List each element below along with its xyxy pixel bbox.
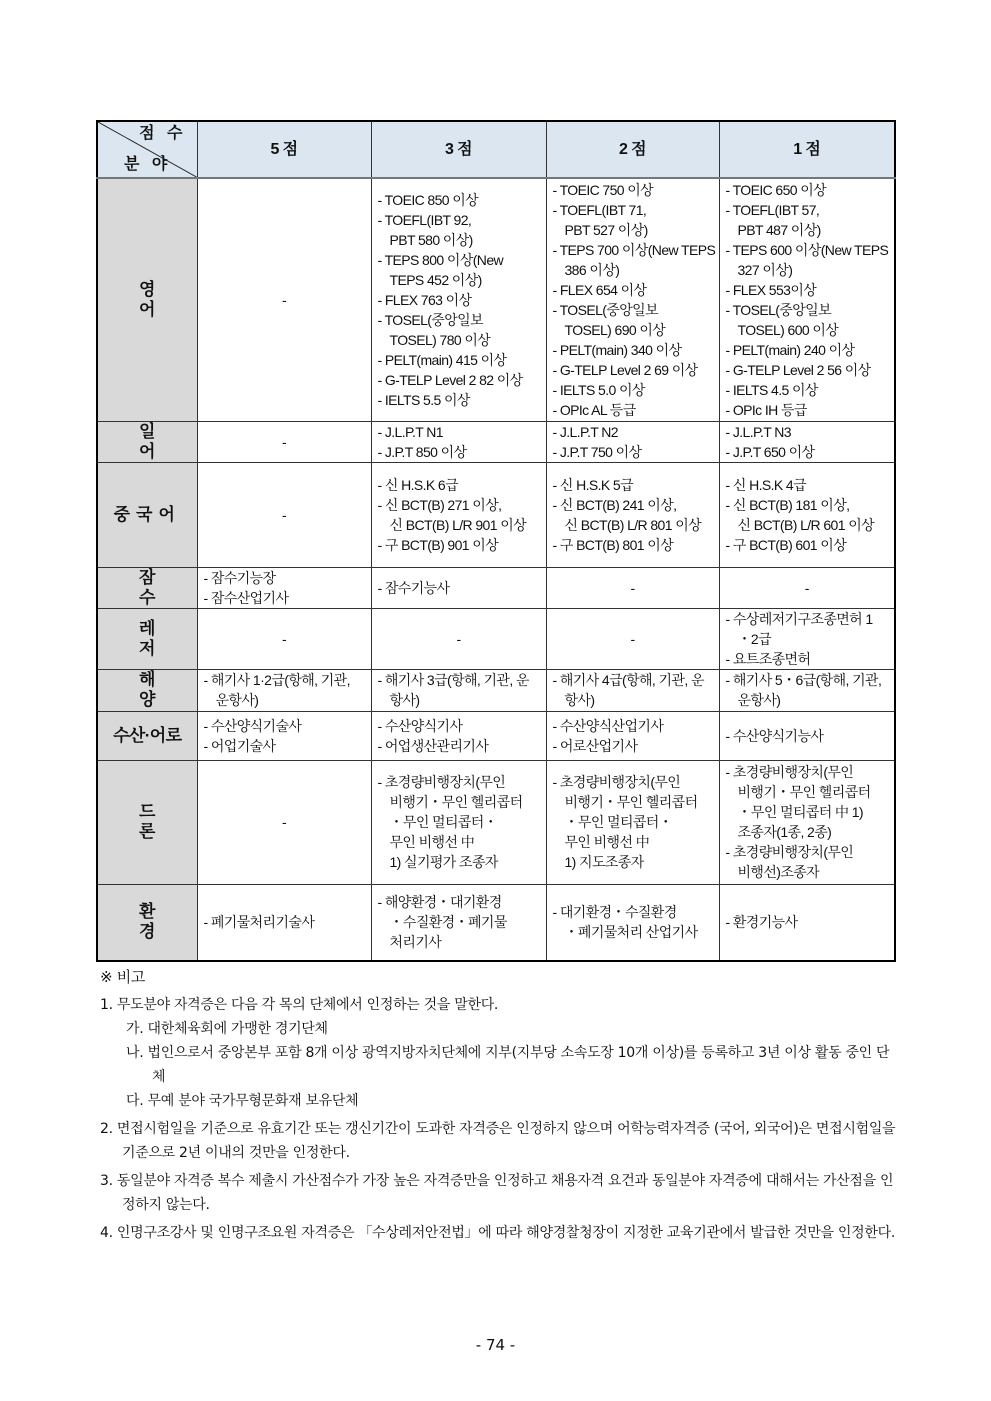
cell-line: 항사)	[564, 692, 595, 708]
cell-line: 항사)	[389, 692, 420, 708]
row-label: 수산·어로	[113, 725, 182, 745]
cell-line: - 신 H.S.K 6급	[377, 476, 459, 493]
cell-line: - 신 BCT(B) 181 이상,	[725, 496, 850, 513]
score-cell	[719, 421, 895, 462]
cell-line: - G-TELP Level 2 82 이상	[377, 371, 523, 388]
cell-line: - 구 BCT(B) 901 이상	[377, 536, 499, 553]
cell-line: - 신 BCT(B) 271 이상,	[377, 496, 502, 513]
score-cell	[197, 711, 371, 760]
row-label: 드 론	[139, 802, 190, 841]
cell-line: - 수상레저기구조종면허 1	[725, 610, 873, 627]
cell-line: - J.P.T 750 이상	[552, 443, 642, 460]
cell-line: ・무인 멀티콥터・	[389, 814, 498, 830]
score-cell	[371, 567, 546, 608]
table-row	[97, 421, 895, 462]
score-cell	[719, 760, 895, 884]
cell-line: 조종자(1종, 2종)	[737, 824, 832, 840]
cell-line: ・무인 멀티콥터 中 1)	[737, 804, 863, 820]
cell-line: - 잠수기능사	[377, 579, 450, 596]
remark-subitem: 다. 무예 분야 국가무형문화재 보유단체	[126, 1093, 359, 1109]
score-cell	[719, 178, 895, 421]
cell-line: - PELT(main) 340 이상	[552, 341, 682, 358]
cell-line: - 초경량비행장치(무인	[725, 764, 854, 780]
score-cell	[371, 884, 546, 961]
cell-line: 운항사)	[737, 692, 781, 708]
cell-line: - TEPS 800 이상(New	[377, 251, 504, 268]
row-label-cell	[97, 711, 197, 760]
cell-line: - TEPS 700 이상(New TEPS	[552, 241, 716, 258]
cell-line: - 해양환경・대기환경	[377, 894, 502, 911]
cell-line: - 초경량비행장치(무인	[725, 844, 854, 860]
cell-line: - IELTS 4.5 이상	[725, 381, 818, 398]
cell-line: -	[630, 579, 635, 596]
row-label-cell	[97, 178, 197, 421]
cell-line: TOSEL) 690 이상	[564, 321, 666, 338]
cell-line: - 환경기능사	[725, 914, 798, 931]
cell-line: - 어로산업기사	[552, 737, 638, 754]
cell-line: - PELT(main) 240 이상	[725, 341, 855, 358]
row-label: 환 경	[139, 902, 190, 942]
row-label: 영 어	[139, 279, 190, 319]
score-cell	[719, 884, 895, 961]
table-row	[97, 760, 895, 884]
table-row	[97, 884, 895, 961]
score-cell	[371, 462, 546, 567]
cell-line: - PELT(main) 415 이상	[377, 351, 507, 368]
score-cell	[197, 462, 371, 567]
score-cell	[371, 178, 546, 421]
score-cell	[197, 669, 371, 711]
cell-line: - 수산양식기능사	[725, 727, 824, 744]
cell-line: - G-TELP Level 2 56 이상	[725, 361, 871, 378]
table-row	[97, 567, 895, 608]
page-number: - 74 -	[475, 1336, 516, 1354]
cell-line: - 구 BCT(B) 801 이상	[552, 536, 674, 553]
cell-line: - 해기사 5・6급(항해, 기관,	[725, 672, 882, 688]
cell-line: - 초경량비행장치(무인	[377, 774, 506, 790]
score-cell	[371, 608, 546, 669]
score-cell	[546, 567, 719, 608]
remark-item: 2. 면접시험일을 기준으로 유효기간 또는 갱신기간이 도과한 자격증은 인정하지 않으며 어학능력자격증 (국어, 외국어)은 면접시험일을 기준으로 2년 이내의 것만을 인정한다.	[100, 1121, 896, 1161]
row-label: 해 양	[139, 670, 190, 709]
cell-line: 비행기・무인 헬리콥터	[737, 784, 871, 800]
cell-line: - IELTS 5.5 이상	[377, 391, 470, 408]
cell-line: - 신 H.S.K 5급	[552, 476, 634, 493]
cell-line: -	[804, 579, 809, 596]
cell-line: - TOEFL(IBT 71,	[552, 201, 647, 218]
cell-line: -	[281, 291, 287, 308]
table-header-row	[97, 121, 895, 178]
row-label-cell	[97, 421, 197, 462]
remark-item: 3. 동일분야 자격증 복수 제출시 가산점수가 가장 높은 자격증만을 인정하고 채용자격 요건과 동일분야 자격증에 대해서는 가산점을 인정하지 않는다.	[100, 1173, 894, 1213]
table-row	[97, 711, 895, 760]
table-row	[97, 608, 895, 669]
table-row	[97, 178, 895, 421]
cell-line: - 신 H.S.K 4급	[725, 476, 807, 493]
cell-line: - 요트조종면허	[725, 650, 811, 667]
cell-line: -	[281, 814, 287, 830]
cell-line: 신 BCT(B) L/R 801 이상	[564, 516, 702, 533]
score-cell	[546, 711, 719, 760]
remark-item: 4. 인명구조강사 및 인명구조요원 자격증은 「수상레저안전법」에 따라 해양경찰청장이 지정한 교육기관에서 발급한 것만을 인정한다.	[100, 1225, 895, 1241]
cell-line: - 신 BCT(B) 241 이상,	[552, 496, 677, 513]
corner-score-label: 점 수	[139, 125, 187, 142]
cell-line: - J.L.P.T N1	[377, 423, 443, 440]
remarks-title: ※ 비고	[100, 968, 146, 986]
cell-line: - J.P.T 650 이상	[725, 443, 815, 460]
cell-line: 무인 비행선 中	[564, 834, 650, 850]
cell-line: ・무인 멀티콥터・	[564, 814, 673, 830]
row-label: 중국어	[113, 504, 181, 524]
score-cell	[546, 669, 719, 711]
cell-line: ・2급	[737, 630, 772, 647]
score-cell	[719, 567, 895, 608]
cell-line: - 초경량비행장치(무인	[552, 774, 681, 790]
cell-line: - J.L.P.T N2	[552, 423, 618, 440]
cell-line: - FLEX 553이상	[725, 281, 817, 298]
score-cell	[371, 421, 546, 462]
cell-line: -	[281, 433, 287, 450]
cell-line: 신 BCT(B) L/R 901 이상	[389, 516, 527, 533]
remark-subitem: 나. 법인으로서 중앙본부 포함 8개 이상 광역지방자치단체에 지부(지부당 소속도장 10개 이상)를 등록하고 3년 이상 활동 중인 단체	[126, 1045, 890, 1085]
table-row	[97, 462, 895, 567]
score-cell	[546, 421, 719, 462]
cell-line: TEPS 452 이상)	[389, 271, 482, 288]
column-header-5: 5 점	[197, 121, 371, 178]
cell-line: -	[630, 630, 635, 647]
row-label-cell	[97, 884, 197, 961]
cell-line: ・수질환경・폐기물	[389, 914, 507, 931]
score-cell	[371, 760, 546, 884]
cell-line: - TOSEL(중앙일보	[377, 311, 484, 328]
cell-line: 1) 실기평가 조종자	[389, 854, 498, 870]
cell-line: - 수산양식기사	[377, 717, 463, 734]
score-cell	[371, 669, 546, 711]
cell-line: 1) 지도조종자	[564, 854, 644, 870]
row-label-cell	[97, 567, 197, 608]
cell-line: - FLEX 654 이상	[552, 281, 647, 298]
cell-line: - 수산양식산업기사	[552, 717, 664, 734]
cell-line: - TOEFL(IBT 57,	[725, 201, 820, 218]
cell-line: PBT 580 이상)	[389, 231, 473, 248]
column-header-2: 2 점	[546, 121, 719, 178]
cell-line: -	[456, 630, 461, 647]
cell-line: - 해기사 1·2급(항해, 기관,	[203, 672, 350, 688]
cell-line: - 잠수산업기사	[203, 589, 289, 606]
cell-line: - IELTS 5.0 이상	[552, 381, 645, 398]
score-cell	[719, 711, 895, 760]
cell-line: - 해기사 4급(항해, 기관, 운	[552, 672, 704, 688]
cell-line: - TOEIC 750 이상	[552, 181, 654, 198]
corner-field-label: 분 야	[124, 156, 172, 173]
column-header-1: 1 점	[719, 121, 895, 178]
cell-line: - OPIc IH 등급	[725, 401, 807, 418]
remark-subitem: 가. 대한체육회에 가맹한 경기단체	[126, 1021, 328, 1037]
cell-line: 무인 비행선 中	[389, 834, 475, 850]
row-label-cell	[97, 669, 197, 711]
cell-line: 신 BCT(B) L/R 601 이상	[737, 516, 875, 533]
cell-line: PBT 527 이상)	[564, 221, 648, 238]
cell-line: - TOEIC 650 이상	[725, 181, 827, 198]
cell-line: - J.L.P.T N3	[725, 423, 791, 440]
row-label-cell	[97, 760, 197, 884]
cell-line: - 폐기물처리기술사	[203, 914, 315, 931]
cell-line: - TOSEL(중앙일보	[725, 301, 832, 318]
row-label-cell	[97, 608, 197, 669]
certificate-points-table	[96, 120, 896, 962]
score-cell	[546, 178, 719, 421]
cell-line: - 어업기술사	[203, 737, 276, 754]
score-cell	[546, 760, 719, 884]
cell-line: - TOEIC 850 이상	[377, 191, 479, 208]
corner-header-cell	[97, 121, 197, 178]
score-cell	[546, 462, 719, 567]
score-cell	[371, 711, 546, 760]
cell-line: -	[281, 506, 287, 523]
cell-line: - 대기환경・수질환경	[552, 904, 677, 921]
remarks-list	[100, 993, 900, 1245]
cell-line: - 잠수기능장	[203, 569, 276, 586]
remark-item: 1. 무도분야 자격증은 다음 각 목의 단체에서 인정하는 것을 말한다.	[100, 997, 499, 1013]
score-cell	[719, 462, 895, 567]
row-label: 레 저	[139, 618, 190, 658]
cell-line: -	[281, 630, 287, 647]
cell-line: - J.P.T 850 이상	[377, 443, 467, 460]
cell-line: - TOSEL(중앙일보	[552, 301, 659, 318]
cell-line: TOSEL) 600 이상	[737, 321, 839, 338]
cell-line: - 해기사 3급(항해, 기관, 운	[377, 672, 529, 688]
score-cell	[719, 608, 895, 669]
cell-line: PBT 487 이상)	[737, 221, 821, 238]
cell-line: - G-TELP Level 2 69 이상	[552, 361, 698, 378]
cell-line: - 구 BCT(B) 601 이상	[725, 536, 847, 553]
cell-line: 327 이상)	[737, 261, 793, 278]
table-row	[97, 669, 895, 711]
cell-line: ・폐기물처리 산업기사	[564, 924, 698, 941]
cell-line: - FLEX 763 이상	[377, 291, 472, 308]
cell-line: 비행선)조종자	[737, 864, 820, 880]
column-header-3: 3 점	[371, 121, 546, 178]
row-label-cell	[97, 462, 197, 567]
cell-line: - TEPS 600 이상(New TEPS	[725, 241, 889, 258]
cell-line: - TOEFL(IBT 92,	[377, 211, 472, 228]
score-cell	[197, 567, 371, 608]
remarks-section	[100, 966, 900, 1245]
score-cell	[719, 669, 895, 711]
score-cell	[197, 884, 371, 961]
score-cell	[546, 608, 719, 669]
cell-line: 운항사)	[215, 692, 259, 708]
cell-line: - OPIc AL 등급	[552, 401, 636, 418]
row-label: 일 어	[139, 421, 190, 461]
cell-line: - 어업생산관리기사	[377, 737, 489, 754]
cell-line: 386 이상)	[564, 261, 620, 278]
cell-line: TOSEL) 780 이상	[389, 331, 491, 348]
cell-line: - 수산양식기술사	[203, 717, 302, 734]
cell-line: 비행기・무인 헬리콥터	[564, 794, 698, 810]
cell-line: 처리기사	[389, 934, 442, 951]
score-cell	[546, 884, 719, 961]
cell-line: 비행기・무인 헬리콥터	[389, 794, 523, 810]
row-label: 잠 수	[139, 567, 190, 607]
